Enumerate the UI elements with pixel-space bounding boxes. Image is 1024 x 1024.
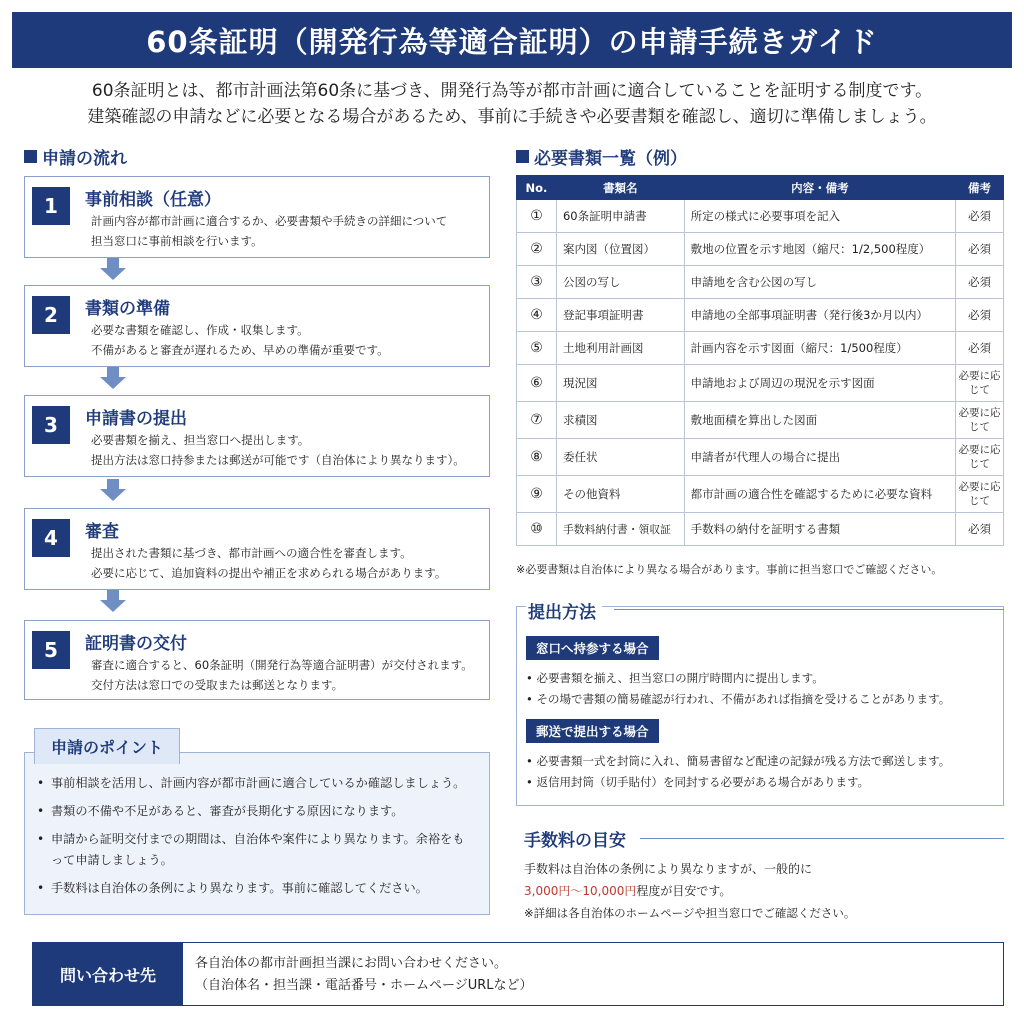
method-title: 提出方法: [526, 598, 602, 623]
list-item: • 返信用封筒（切手貼付）を同封する必要がある場合があります。: [526, 775, 870, 789]
table-row: [517, 476, 1004, 513]
doc-name: その他資料: [556, 476, 684, 513]
table-row: [517, 365, 1004, 402]
doc-no: ⑤: [517, 332, 557, 365]
step-desc-line: 提出された書類に基づき、都市計画への適合性を審査します。: [91, 546, 412, 560]
intro-line: 建築確認の申請などに必要となる場合があるため、事前に手続きや必要書類を確認し、適切に準備しましょう。: [87, 107, 937, 127]
step-number: 3: [32, 406, 70, 444]
flow-step: [24, 285, 490, 367]
column-header: No.: [517, 176, 557, 200]
flow-step: [24, 395, 490, 477]
doc-note: 必須: [956, 266, 1004, 299]
step-description: [91, 211, 447, 251]
doc-content: 申請地の全部事項証明書（発行後3か月以内）: [684, 299, 955, 332]
doc-name: 60条証明申請書: [556, 200, 684, 233]
table-row: [517, 439, 1004, 476]
down-arrow-icon: [100, 367, 126, 389]
down-arrow-icon: [100, 590, 126, 612]
doc-note: 必須: [956, 233, 1004, 266]
doc-no: ③: [517, 266, 557, 299]
doc-note: 必要に応じて: [956, 402, 1004, 439]
divider: [640, 838, 1004, 839]
contact-text: [195, 953, 533, 997]
docs-title-label: 必要書類一覧（例）: [534, 149, 687, 169]
doc-content: 申請地を含む公図の写し: [684, 266, 955, 299]
step-title: 申請書の提出: [85, 409, 187, 429]
doc-note: 必須: [956, 332, 1004, 365]
contact-line: 各自治体の都市計画担当課にお問い合わせください。: [195, 956, 508, 971]
doc-no: ④: [517, 299, 557, 332]
doc-note: 必須: [956, 299, 1004, 332]
page-title: 60条証明（開発行為等適合証明）の申請手続きガイド: [12, 12, 1012, 68]
fee-line: 手数料は自治体の条例により異なりますが、一般的に: [524, 862, 813, 876]
down-arrow-icon: [100, 258, 126, 280]
doc-note: 必要に応じて: [956, 439, 1004, 476]
doc-content: 申請地および周辺の現況を示す図面: [684, 365, 955, 402]
doc-no: ⑧: [517, 439, 557, 476]
flow-title-label: 申請の流れ: [42, 149, 127, 169]
doc-name: 登記事項証明書: [556, 299, 684, 332]
step-number: 1: [32, 187, 70, 225]
fee-amount: 3,000円～10,000円: [524, 884, 637, 898]
table-row: [517, 200, 1004, 233]
step-title: 書類の準備: [85, 299, 170, 319]
down-arrow-icon: [100, 479, 126, 501]
docs-section-title: [516, 144, 687, 169]
step-desc-line: 必要書類を揃え、担当窓口へ提出します。: [91, 433, 310, 447]
doc-name: 現況図: [556, 365, 684, 402]
contact-line: （自治体名・担当課・電話番号・ホームページURLなど）: [195, 978, 533, 993]
divider: [614, 609, 1004, 610]
step-number: 5: [32, 631, 70, 669]
table-row: [517, 299, 1004, 332]
list-item: • 必要書類を揃え、担当窓口の開庁時間内に提出します。: [526, 671, 824, 685]
documents-table: [516, 175, 1004, 546]
points-box: [24, 752, 490, 915]
doc-no: ②: [517, 233, 557, 266]
step-desc-line: 必要に応じて、追加資料の提出や補正を求められる場合があります。: [91, 566, 447, 580]
flow-step: [24, 620, 490, 700]
flow-section-title: [24, 144, 127, 169]
fee-suffix: 程度が目安です。: [636, 884, 732, 898]
step-desc-line: 計画内容が都市計画に適合するか、必要書類や手続きの詳細について: [91, 214, 448, 228]
doc-name: 土地利用計画図: [556, 332, 684, 365]
fee-note: ※詳細は各自治体のホームページや担当窓口でご確認ください。: [524, 906, 856, 920]
doc-content: 手数料の納付を証明する書類: [684, 513, 955, 546]
step-desc-line: 担当窓口に事前相談を行います。: [91, 234, 263, 248]
doc-content: 所定の様式に必要事項を記入: [684, 200, 955, 233]
step-desc-line: 審査に適合すると、60条証明（開発行為等適合証明書）が交付されます。: [91, 658, 473, 672]
step-title: 審査: [85, 522, 119, 542]
doc-name: 委任状: [556, 439, 684, 476]
fee-line: [524, 882, 731, 899]
doc-name: 公図の写し: [556, 266, 684, 299]
doc-note: 必要に応じて: [956, 476, 1004, 513]
doc-no: ⑨: [517, 476, 557, 513]
doc-note: 必要に応じて: [956, 365, 1004, 402]
column-header: 内容・備考: [684, 176, 955, 200]
table-row: [517, 332, 1004, 365]
intro-text: [0, 78, 1024, 130]
fee-title: 手数料の目安: [524, 831, 626, 851]
doc-content: 計画内容を示す図面（縮尺：1/500程度）: [684, 332, 955, 365]
doc-content: 申請者が代理人の場合に提出: [684, 439, 955, 476]
list-item: • 事前相談を活用し、計画内容が都市計画に適合しているか確認しましょう。: [37, 773, 477, 794]
table-footnote: ※必要書類は自治体により異なる場合があります。事前に担当窓口でご確認ください。: [516, 563, 943, 576]
window-submit-label: 窓口へ持参する場合: [526, 636, 659, 660]
step-desc-line: 不備があると審査が遅れるため、早めの準備が重要です。: [91, 343, 389, 357]
points-title: 申請のポイント: [34, 728, 180, 764]
doc-no: ⑩: [517, 513, 557, 546]
step-number: 4: [32, 519, 70, 557]
list-item: • 書類の不備や不足があると、審査が長期化する原因になります。: [37, 801, 477, 822]
step-title: 証明書の交付: [85, 634, 187, 654]
mail-submit-label: 郵送で提出する場合: [526, 719, 659, 743]
list-item: • 必要書類一式を封筒に入れ、簡易書留など配達の記録が残る方法で郵送します。: [526, 754, 951, 768]
step-description: [91, 543, 446, 583]
column-header: 書類名: [556, 176, 684, 200]
method-item-text: 必要書類一式を封筒に入れ、簡易書留など配達の記録が残る方法で郵送します。: [536, 754, 951, 768]
flow-step: [24, 508, 490, 590]
doc-name: 求積図: [556, 402, 684, 439]
step-description: [91, 430, 465, 470]
table-row: [517, 402, 1004, 439]
table-row: [517, 513, 1004, 546]
doc-name: 案内図（位置図）: [556, 233, 684, 266]
step-title: 事前相談（任意）: [85, 190, 221, 210]
table-row: [517, 233, 1004, 266]
square-bullet-icon: [516, 150, 529, 163]
table-row: [517, 266, 1004, 299]
points-list: [37, 773, 477, 906]
list-item: • 申請から証明交付までの期間は、自治体や案件により異なります。余裕をもって申請しましょう。: [37, 829, 467, 871]
step-description: [91, 655, 473, 695]
column-header: 備考: [956, 176, 1004, 200]
doc-content: 敷地の位置を示す地図（縮尺：1/2,500程度）: [684, 233, 955, 266]
method-item-text: 返信用封筒（切手貼付）を同封する必要がある場合があります。: [536, 775, 870, 789]
intro-line: 60条証明とは、都市計画法第60条に基づき、開発行為等が都市計画に適合していることを証明する制度です。: [91, 81, 933, 101]
method-item-text: その場で書類の簡易確認が行われ、不備があれば指摘を受けることがあります。: [536, 692, 951, 706]
step-number: 2: [32, 296, 70, 334]
doc-no: ⑥: [517, 365, 557, 402]
square-bullet-icon: [24, 150, 37, 163]
contact-box: [32, 942, 1004, 1006]
contact-label: 問い合わせ先: [33, 943, 183, 1005]
flow-step: [24, 176, 490, 258]
doc-no: ⑦: [517, 402, 557, 439]
method-item-text: 必要書類を揃え、担当窓口の開庁時間内に提出します。: [536, 671, 824, 685]
list-item: • その場で書類の簡易確認が行われ、不備があれば指摘を受けることがあります。: [526, 692, 951, 706]
step-desc-line: 交付方法は窓口での受取または郵送となります。: [91, 678, 344, 692]
doc-content: 都市計画の適合性を確認するために必要な資料: [684, 476, 955, 513]
step-desc-line: 提出方法は窓口持参または郵送が可能です（自治体により異なります）。: [91, 453, 465, 467]
list-item: • 手数料は自治体の条例により異なります。事前に確認してください。: [37, 878, 477, 899]
doc-note: 必須: [956, 200, 1004, 233]
step-desc-line: 必要な書類を確認し、作成・収集します。: [91, 323, 309, 337]
doc-note: 必須: [956, 513, 1004, 546]
doc-name: 手数料納付書・領収証: [556, 513, 684, 546]
doc-no: ①: [517, 200, 557, 233]
doc-content: 敷地面積を算出した図面: [684, 402, 955, 439]
step-description: [91, 320, 389, 360]
table-header-row: [517, 176, 1004, 200]
